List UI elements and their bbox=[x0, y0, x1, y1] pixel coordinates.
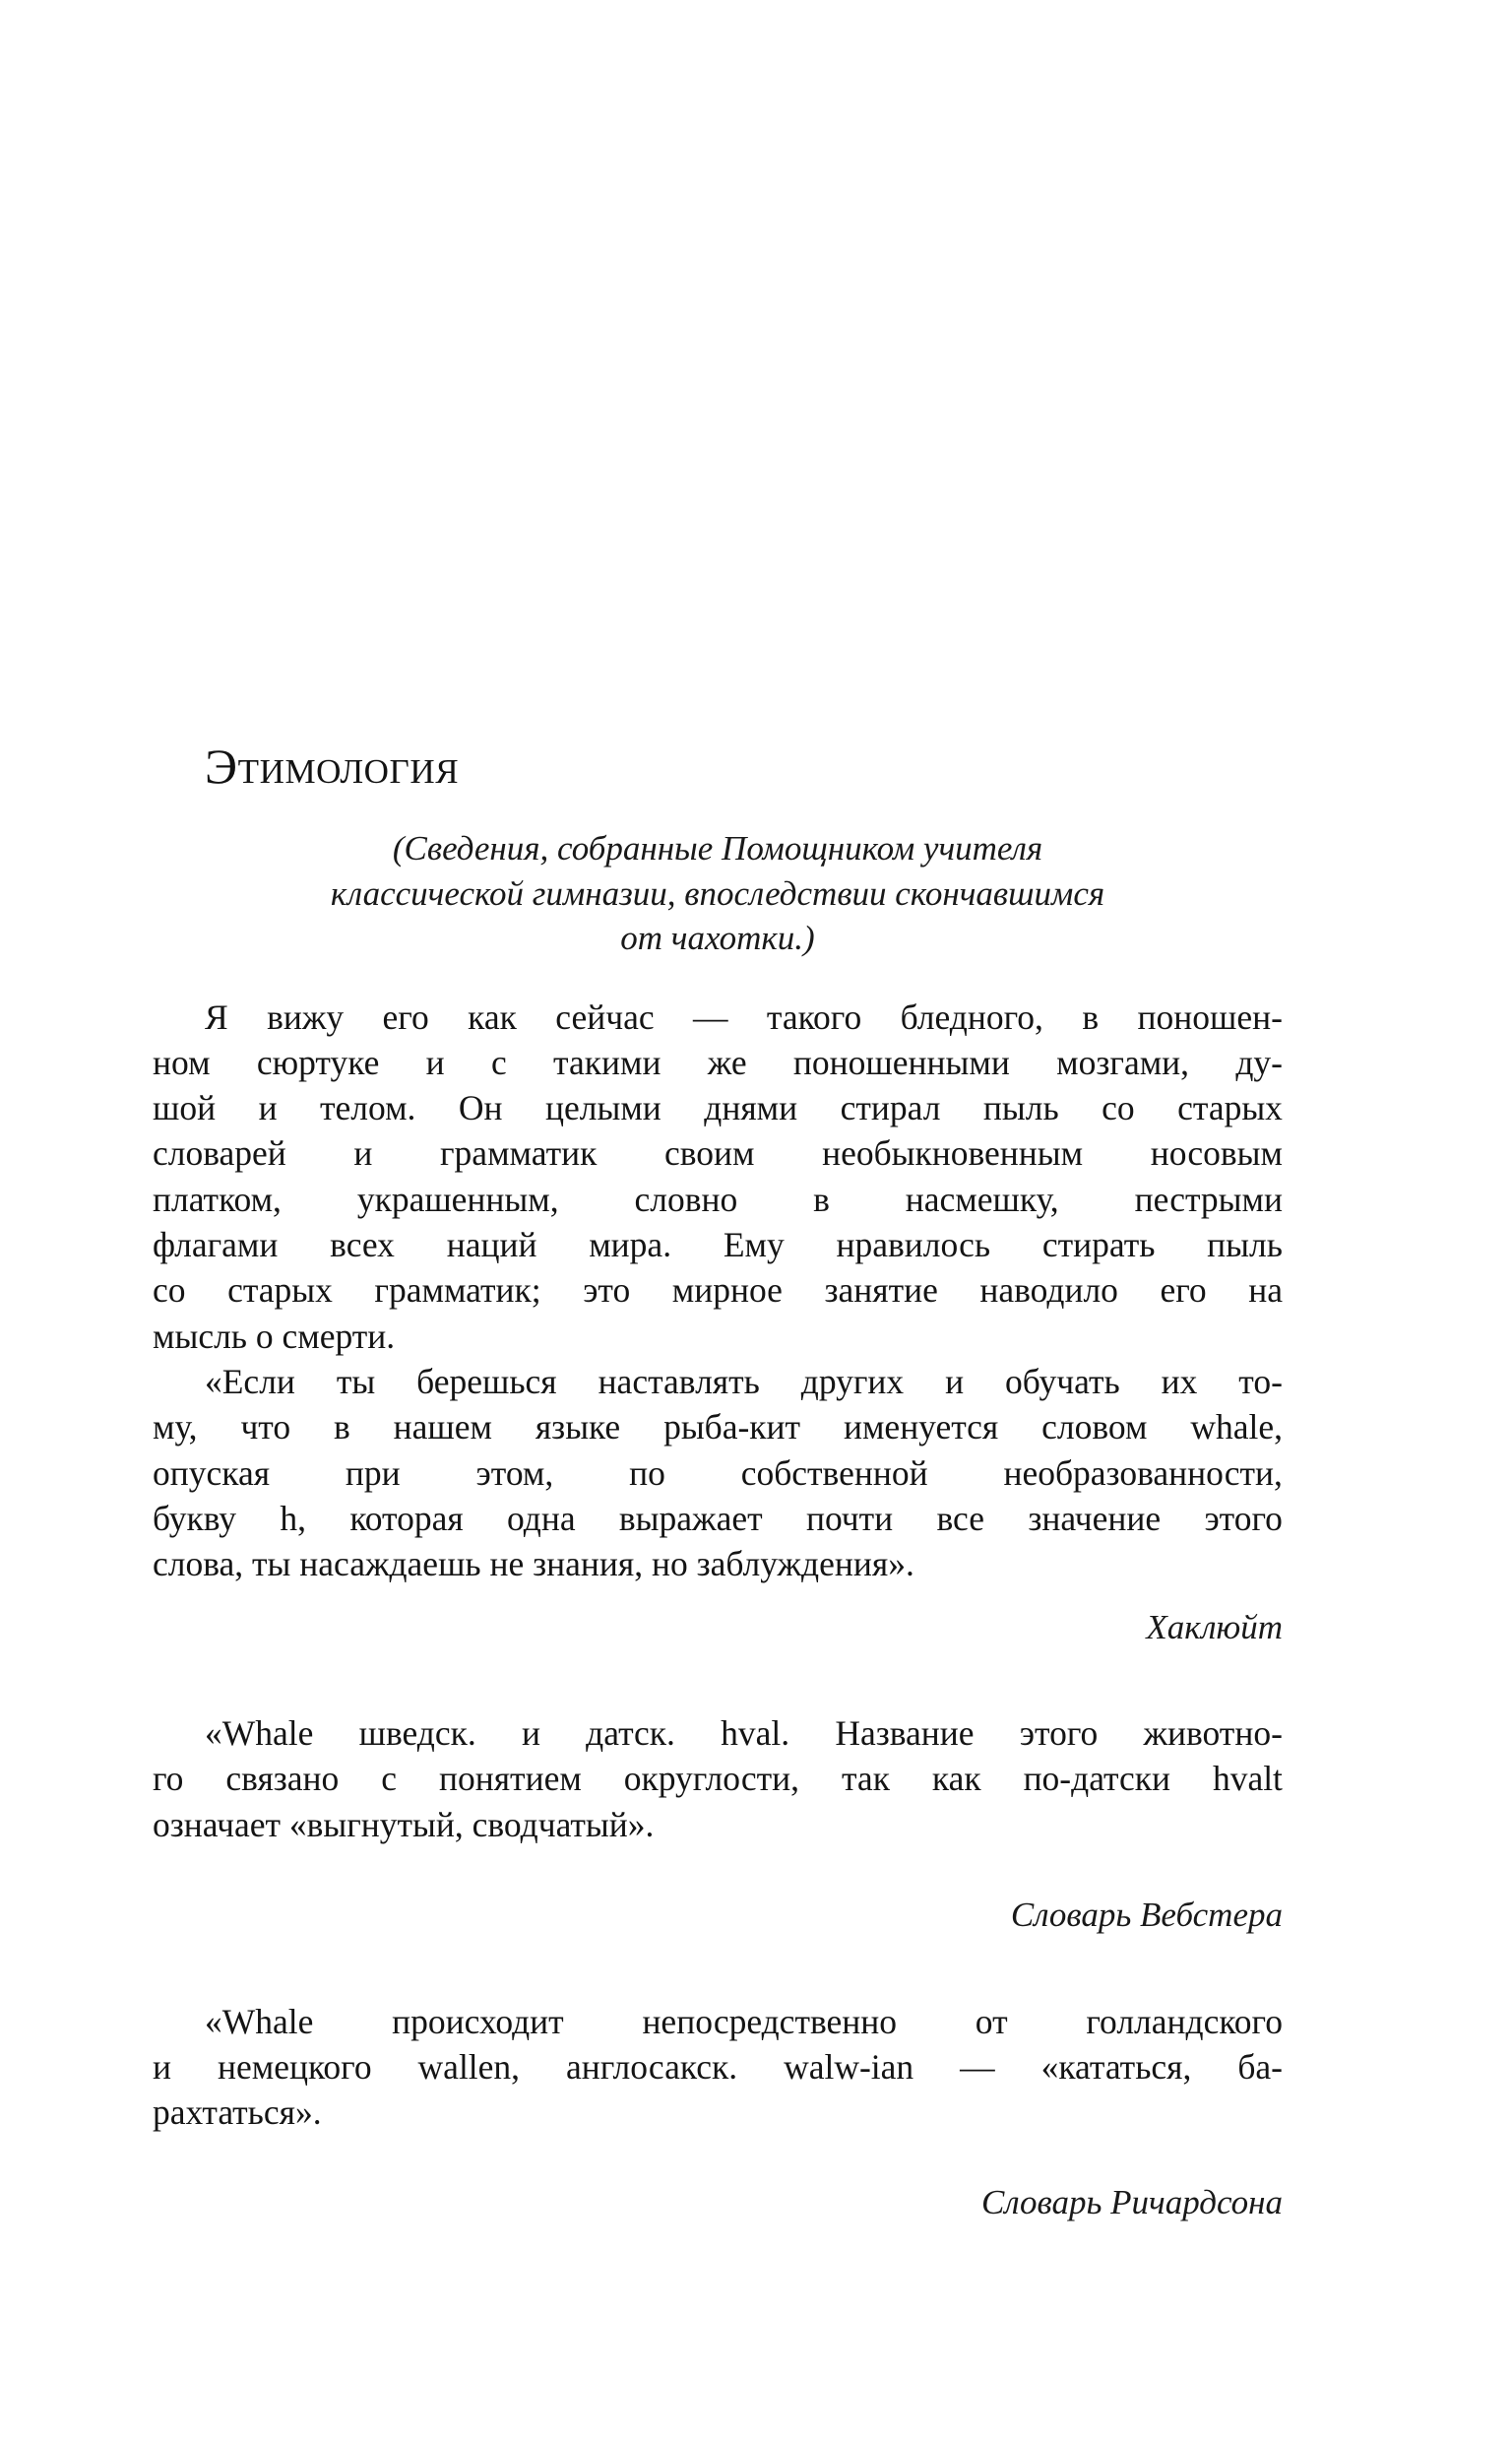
subtitle-line-1: (Сведения, собранные Помощником учителя bbox=[392, 829, 1043, 868]
page-title: Этимология bbox=[205, 739, 460, 794]
paragraph-1-line-1: Я вижу его как сейчас — такого бледного, в поношен- bbox=[205, 996, 1283, 1037]
page-text-block bbox=[153, 740, 1283, 2225]
subtitle-line-3: от чахотки.) bbox=[620, 919, 815, 957]
paragraph-4-line-1: «Whale происходит непосредственно от голландского bbox=[205, 2001, 1283, 2041]
paragraph-1-line-5: платком, украшенным, словно в насмешку, пестрыми bbox=[153, 1179, 1283, 1219]
paragraph-1-line-6: флагами всех наций мира. Ему нравилось стирать пыль bbox=[153, 1225, 1283, 1265]
paragraph-3 bbox=[153, 1710, 1283, 1847]
attribution-richardson: Словарь Ричардсона bbox=[980, 2183, 1283, 2222]
paragraph-3-line-2: го связано с понятием округлости, так как по-датски hvalt bbox=[153, 1759, 1283, 1799]
paragraph-2 bbox=[153, 1359, 1283, 1587]
paragraph-4-line-3: рахтаться». bbox=[153, 2092, 322, 2133]
spacer bbox=[153, 2135, 1283, 2180]
paragraph-1-line-3: шой и телом. Он целыми днями стирал пыль со старых bbox=[153, 1088, 1283, 1128]
paragraph-2-line-5: слова, ты насаждаешь не знания, но заблуждения». bbox=[153, 1544, 914, 1584]
paragraph-1-line-4: словарей и грамматик своим необыкновенным носовым bbox=[153, 1133, 1283, 1174]
paragraph-1-line-2: ном сюртуке и с такими же поношенными мозгами, ду- bbox=[153, 1042, 1283, 1082]
paragraph-2-line-1: «Если ты берешься наставлять других и обучать их то- bbox=[205, 1362, 1283, 1401]
paragraph-2-line-3: опуская при этом, по собственной необразованности, bbox=[153, 1452, 1283, 1493]
attribution-webster: Словарь Вебстера bbox=[1010, 1896, 1283, 1934]
paragraph-2-line-2: му, что в нашем языке рыба-кит именуется словом whale, bbox=[153, 1407, 1283, 1447]
paragraph-3-line-3: означает «выгнутый, сводчатый». bbox=[153, 1804, 655, 1844]
subtitle-line-2: классической гимназии, впоследствии скончавшимся bbox=[330, 873, 1105, 913]
spacer bbox=[153, 1938, 1283, 1999]
paragraph-2-line-4: букву h, которая одна выражает почти все значение этого bbox=[153, 1498, 1283, 1538]
paragraph-1 bbox=[153, 995, 1283, 1360]
subtitle-note bbox=[153, 826, 1283, 961]
paragraph-4-line-2: и немецкого wallen, англосакск. walw-ian — «кататься, ба- bbox=[153, 2046, 1283, 2087]
paragraph-1-line-8: мысль о смерти. bbox=[153, 1316, 396, 1356]
paragraph-4 bbox=[153, 1999, 1283, 2136]
paragraph-3-line-1: «Whale шведск. и датск. hval. Название этого животно- bbox=[205, 1713, 1283, 1754]
spacer bbox=[153, 1649, 1283, 1710]
paragraph-1-line-7: со старых грамматик; это мирное занятие наводило его на bbox=[153, 1270, 1283, 1311]
spacer bbox=[153, 1587, 1283, 1605]
spacer bbox=[153, 1847, 1283, 1893]
attribution-hakluyt: Хаклюйт bbox=[1146, 1607, 1283, 1646]
